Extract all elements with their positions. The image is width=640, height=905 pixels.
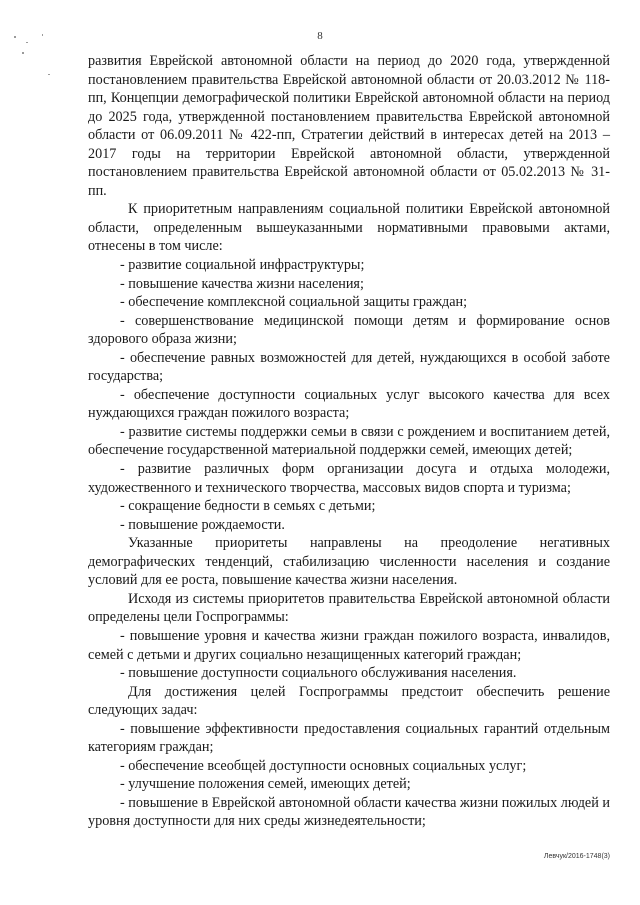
list-item: - обеспечение комплексной социальной защиты граждан; xyxy=(120,294,468,311)
list-item: - повышение эффективности предоставления социальных гарантий отдельным категориям граждан; xyxy=(88,720,610,756)
scan-speck xyxy=(22,52,24,54)
list-item: - обеспечение всеобщей доступности основных социальных услуг; xyxy=(120,757,527,774)
list-item: - повышение качества жизни населения; xyxy=(120,275,364,292)
paragraph: Исходя из системы приоритетов правительства Еврейской автономной области определены цели Госпрограммы: xyxy=(88,590,610,626)
list-item: - повышение рождаемости. xyxy=(120,516,285,533)
list-item: - повышение в Еврейской автономной области качества жизни пожилых людей и уровня доступности для них среды жизнедеятельности; xyxy=(88,794,610,830)
list-item: - улучшение положения семей, имеющих детей; xyxy=(120,776,411,793)
scan-speck xyxy=(26,42,28,43)
list-item: - повышение уровня и качества жизни граждан пожилого возраста, инвалидов, семей с детьми и других социально незащищенных категорий граждан; xyxy=(88,627,610,663)
document-body xyxy=(88,52,610,831)
paragraph: Указанные приоритеты направлены на преодоление негативных демографических тенденций, стабилизацию численности населения и создание условий для ее роста, повышение качества жизни населения. xyxy=(88,535,610,589)
list-item: - развитие различных форм организации досуга и отдыха молодежи, художественного и технического творчества, массовых видов спорта и туризма; xyxy=(88,461,610,496)
paragraph: Для достижения целей Госпрограммы предстоит обеспечить решение следующих задач: xyxy=(88,683,610,719)
list-item: - развитие социальной инфраструктуры; xyxy=(120,257,365,274)
scan-speck xyxy=(14,36,16,38)
list-item: - сокращение бедности в семьях с детьми; xyxy=(120,498,376,515)
page-number: 8 xyxy=(317,30,323,42)
paragraph: К приоритетным направлениям социальной политики Еврейской автономной области, определенным вышеуказанными нормативными правовыми актами, отнесены в том числе: xyxy=(88,201,610,255)
paragraph: развития Еврейской автономной области на период до 2020 года, утвержденной постановлением правительства Еврейской автономной области от 20.03.2012 № 118-пп, Концепции демографической политики Еврейской автономной области на период до 2025 года, утвержденной постановлением правительства Еврейской автономной области от 06.09.2011 № 422-пп, Стратегии действий в интересах детей на 2013 – 2017 годы на территории Еврейской автономной области, утвержденной постановлением правительства Еврейской автономной области от 05.02.2013 № 31-пп. xyxy=(88,53,610,199)
list-item: - повышение доступности социального обслуживания населения. xyxy=(120,665,517,682)
scan-speck xyxy=(48,74,50,75)
list-item: - обеспечение доступности социальных услуг высокого качества для всех нуждающихся граждан пожилого возраста; xyxy=(88,386,610,422)
list-item: - обеспечение равных возможностей для детей, нуждающихся в особой заботе государства; xyxy=(88,349,610,385)
list-item: - совершенствование медицинской помощи детям и формирование основ здорового образа жизни; xyxy=(88,312,610,348)
scan-speck xyxy=(42,34,43,36)
list-item: - развитие системы поддержки семьи в связи с рождением и воспитанием детей, обеспечение государственной материальной поддержки семей, имеющих детей; xyxy=(88,423,610,459)
footer-code: Левчук/2016-1748(3) xyxy=(543,853,610,860)
